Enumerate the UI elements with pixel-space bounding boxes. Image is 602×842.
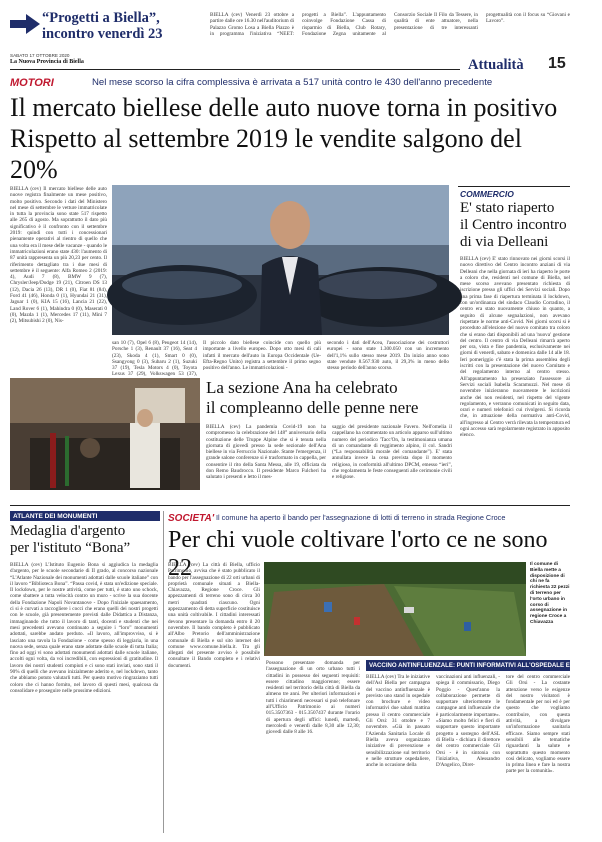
masthead-rule (10, 69, 460, 70)
garden-caption: Il comune di Biella mette a disposizione di chi ne fa richiesta 22 pezzi di terreno per l'orto urbano in corso di assegnazione in regione Croce a Chiavazza (530, 562, 570, 625)
commercio-top-rule (458, 186, 570, 187)
atlante-title-2: per l'istituto “Bona” (10, 540, 131, 556)
societa-tag: SOCIETA' (168, 513, 215, 524)
commercio-headline (460, 200, 572, 251)
commercio-text: BIELLA (cev) E' stato rinnovato nei giorni scorsi il nuovo direttivo del Centro incontro anziani di via Delleani che nella giornata di ieri ha riaperto le porte a coloro che, residenti nel comune di Biella, nel mese scorso avevano presentato richiesta di iscrizione presso gli uffici dei Servizi sociali. Dopo una prima fase di riapertura terminata il lockdown, con un'ordinanza del sindaco Claudio Corradino, il centro era stato nuovamente chiuso in quanto, a seguito di alcune segnalazioni, non avevano rispettate le norme anti-Covid. Nei giorni scorsi si è proceduto all'elezione del nuovo comitato tra coloro che si erano dati disponibili ad una 'nuova' gestione del centro. Il centro di via Delleani rimarrà aperto per ora, vista e fine pandemia, esclusivamente nei giorni di venerdì, sabato e domenica dalle 14 alle 18. Ieri pomeriggio c'è stata la prima assemblea degli iscritti con la presentazione del nuovo Comitato e del regolamento interno al centro stesso. All'appuntamento ha presenziato l'assessore ai Servizi sociali Isabella Scaramuzzi. Nel mese di novembre inizieranno nuovamente le iscrizioni anche dei non residenti, nel rispetto del vigente regolamento, e verranno comunicati in seguito data, orari e numeri telefonici cui rivolgersi. Si ricorda che, in attuazione della normativa anti-Covid, all'ingresso al Centro verrà rilevata la temperatura ed ogni accesso sarà regolarmente registrato in apposito elenco. (460, 256, 570, 439)
promo-title (42, 10, 202, 42)
atlante-title-1: Medaglia d'argento (10, 523, 126, 539)
motori-tag: MOTORI (10, 77, 54, 89)
motori-col-4: secondo i dati dell'Acea, l'associazione dei costruttori europei - sono state 1.300.050 con un incremento dell'1,1% sullo stesso mese 2019. Da inizio anno sono state vendute 8.567.930 auto, il 29,3% in meno dello stesso periodo dell'anno scorso. (327, 340, 449, 372)
societa-col-2: Possono presentare domanda per l'assegnazione di un orto urbano tutti i cittadini in possesso dei seguenti requisiti: essere cittadino maggiorenne; essere residenti nel territorio della città di Biella da almeno tre anni. Per ulteriori informazioni e tutti i chiarimenti necessari si può telefonare all'Ufficio Patrimonio ai numeri 015.3507363 - 015.3507437 durante l'orario di apertura degli uffici: lunedì, martedì, mercoledì e venerdì dalle 8,30 alle 12,30; giovedì dalle 8 alle 16. (266, 660, 360, 736)
ana-col-1: BIELLA (cev) La pandemia Covid-19 non ha compromesso la celebrazione del 148° anniversario della costituzione delle Truppe Alpine che si è tenuta nella giornata di giovedì presso la sede sezionale dell'Ana biellese in via Ferruccio Nazionale. Stante l'emergenza, il grande salone conferenze si è trasformato in cappella, per consentire il rito della Santa Messa, alle 19, officiata da don Remo Baudrocco. Il presidente Marco Fulcheri ha salutato i presenti e letto il mes- (206, 424, 326, 481)
mid-page-rule (10, 505, 570, 506)
vaccino-banner (366, 660, 602, 671)
motori-title-1: Il mercato biellese delle auto nuove torna in positivo (10, 93, 558, 122)
atlante-text: BIELLA (cev) L'Istituto Eugenio Bona si aggiudica la medaglia d'argento, per le scuole secondarie di II grado, al concorso nazionale “L'Atlante Nazionale dei monumenti adottati dalle scuole italiane” con il lavoro “Biblioteca Bona”. “Passa covid, è stata un'edizione speciale. Il lockdown, per le nostre attività, come per tutti, è stato uno schock, come sbattere a tutta velocità contro un muro - scrive la sua docente della Fondazione Napoli Novantanove - Dopo l'iniziale spaesamento, ci si è curvati a raccogliere i cocci che erano quelli dei nostri progetti con le scuole, già presentemente previsti dalle Didattica a Distanza, immaginando che tutto il lavoro di tanti, docenti e studenti che nei mesi precedenti avevano continuato a seguire i “loro” monumenti adottati, sarebbe andato perduto. «Il lavoro, all'improvviso, si è lasciato una tavola la Fondazione - come spesso di leggiaria, in una nuova sede, senza quale erano state adottate dalle scuole di tutta Italia; fino ad oggi vi sono adottati monumenti adottati dalle scuole italiane, accolti ogni volta, da voi incredibili, con espressioni di gratitudine. Il lavoro dei nostri studenti compiuti e ci sono stati inviati, sono stati il 90% di quelli che avevano inizialmente aderito e, nel lockdown, tanto che abbiamo potuto valutarli tutti. Per questo motivo ringraziamo tutti coloro che ci hanno fornito, nel lavoro di questi mesi, qualcosa da consolidare e proseguire nelle prossime edizioni. (10, 562, 158, 694)
societa-col-1: BIELLA (cev) La città di Biella, ufficio Patrimonio, avvisa che è stato pubblicato il bando per l'assegnazione di 22 orti urbani di proprietà comunale situati a Biella-Chiavazza, Regione Croce. Gli appezzamenti di terreno sono di circa 30 metri quadrati ciascuno. Ogni appezzamento di detta superficie costituisce una unità coltivabile. I cittadini interessati devono presentare la domanda entro il 20 novembre. Il bando completo è pubblicato all'Albo Pretorio dell'amministrazione comunale di Biella e sul sito internet del comune www.comune.biella.it. Tra gli allegati del presente avviso è possibile consultare il Bando completo e i relativi documenti. (168, 562, 260, 669)
commercio-title-3: di via Delleani (460, 234, 549, 250)
ana-col-2: saggio del presidente nazionale Favero. Nell'omelia il cappellano ha commentato un articolo apparso sull'ultimo numero del periodico 'Tacc'On, la testimonianza umana di un comandante di reggimento alpino, il col. Sandri (“La responsabilità morale del comandante”). E' stata annullata invece la cena prevista dopo il momento religioso, in conformità all'ultimo DPCM, emesso “ieri”, che regolamenta le feste conseguenti alle cerimonie civili e religiose. (332, 424, 452, 481)
commercio-tag: COMMERCIO (460, 189, 514, 199)
ana-title-1: La sezione Ana ha celebrato (206, 378, 398, 397)
ana-headline (206, 378, 456, 418)
societa-headline: Per chi vuole coltivare l'orto ce ne sono 22 (168, 527, 548, 581)
vaccino-col-1: BIELLA (cev) Tra le iniziative dell'Asl Biella per campagna del vaccino antinfluenzale è previsto uno stand in ospedale con brochure e video informativi due sabati mattina presso il centro commerciale Gli Orsi: 31 ottobre e 7 novembre. «Già in passato l'Azienda Sanitaria Locale di Biella aveva organizzato iniziative di prevenzione e sensibilizzazione sul territorio e nelle strutture ospedaliere, anche in occasione della (366, 674, 430, 769)
newspaper-name: La Nuova Provincia di Biella (10, 59, 84, 65)
section-name: Attualità (468, 57, 524, 73)
vaccino-title: VACCINO ANTINFLUENZALE: PUNTI INFORMATIVI ALL'OSPEDALE E AGLI ORSI (369, 662, 602, 669)
atlante-headline (10, 523, 160, 557)
promo-title-line2: incontro venerdì 23 (42, 26, 163, 42)
promo-text: BIELLA (cev) Venerdì 23 ottobre a partire dalle ore 16.30 nell'auditorium di Palazzo Gromo Losa a Biella Piazzo è in programma l'iniziativa “NEET: progetti a Biella”. L'appuntamento coinvolge Fondazione Cassa di risparmio di Biella, Club Rotary, Fondazione Zegna unitamente al Consorzio Sociale Il Filo da Tessere, in qualità di ente attuatore, nella presentazione di tre interessanti progettualità con il focus su “Giovani e Lavoro”. (210, 12, 570, 37)
atlante-tag-bar (10, 511, 160, 521)
motori-col-3: Il piccolo dato biellese coincide con quello più importante a livello europeo. Dopo otto mesi di cali infatti il mercato dell'auto in Europa Occidentale (Ue-Efta-Regno Unito) registra a settembre il primo segno positivo dell'anno. Le immatricolazioni - (203, 340, 321, 372)
societa-kicker: Il comune ha aperto il bando per l'assegnazione di lotti di terreno in strada Regione Croce (216, 513, 506, 522)
page-number: 15 (548, 55, 566, 72)
ana-mass-photo (10, 378, 200, 490)
promo-arrow-icon (10, 14, 40, 34)
commercio-title-2: il Centro incontro (460, 217, 567, 233)
garden-plots-photo (264, 562, 526, 656)
motori-kicker: Nel mese scorso la cifra complessiva è arrivata a 517 unità contro le 430 dell'anno precedente (92, 77, 493, 88)
commercio-title-1: E' stato riaperto (460, 200, 555, 216)
motori-col-1: BIELLA (cev) Il mercato biellese delle auto nuove registra finalmente un mese positivo, molto positivo. Secondo i dati del Ministero nel mese di settembre le vetture immatricolate in tutta la provincia sono state 517 rispetto alle 265 di agosto. Ma soprattutto il dato più significativo è il confronto con il settembre 2019: quindi con tutti i concessionari pienamente operativi al rientro di quello che una volta era il mese delle vacanze - quando le immatricolazioni erano state 430: l'aumento di 87 unità rappresenta un più 20,23 per cento. Il riferimento dettagliato tra i due mesi di settembre è il seguente: Alfa Romeo 2 (2019: 4), Audi 7 (8), BMW 9 (7), Chrysler/Jeep/Dodge 19 (21), Citroen DS 13 (12), Dacia 26 (13), DR 1 (0), Fiat 81 (84), Ford 41 (46), Honda 0 (1), Hyundai 21 (31), Jaguar 1 (0), KIA 15 (16), Lancia 21 (22), Land Rover 6 (1), Mahindra 0 (0), Maserati 0 (0), Mazda 1 (1), Mercedes 17 (11), Mini 7 (2), Mitsubishi 2 (0), Nis- (10, 186, 107, 325)
motori-col-2: san 10 (7), Opel 6 (8), Peugeot 14 (14), Porsche 1 (3), Renault 37 (16), Seat 4 (23), Skoda 4 (1), Smart 0 (0), Ssangyong 0 (3), Subaru 2 (1), Suzuki 37 (19), Tesla Motors 4 (0), Toyota Lexus 37 (29), Volkswagen 53 (37), (112, 340, 197, 378)
vaccino-col-2: vaccinazioni anti influenzali, - spiega il commissario, Diego Poggio - Quest'anno la collaborazione permette di supportare ulteriormente le campagne anti influenzale che è particolarmente importante». «Siamo molto felici e fieri di supportare questo importante progetto a sostegno dell'ASL di Biella - dichiara il direttore del centro commerciale Gli Orsi - è in sintonia con l'iniziativa, Alessandro D'Angelico, Diret- (436, 674, 500, 769)
ana-title-2: il compleanno delle penne nere (206, 398, 419, 417)
issue-date: SABATO 17 OTTOBRE 2020 (10, 53, 70, 58)
atlante-divider (163, 511, 164, 833)
atlante-tag: ATLANTE DEI MONUMENTI (13, 512, 98, 520)
vaccino-col-3: tore del centro commerciale Gli Orsi - La costante attenzione verso le esigenze del nostro visitatori è fondamentale per noi ed è per questo che vogliamo contribuire, con questa attività, a divulgare un'informazione sanitaria efficace. Siamo sempre stati sensibili alle tematiche riguardanti la salute e soprattutto questo momento così delicato, vogliamo essere in prima linea e fare la nostra parte per la comunità». (506, 674, 570, 775)
motori-title-2: Rispetto al settembre 2019 le vendite salgono del 20% (10, 124, 522, 184)
promo-title-line1: “Progetti a Biella”, (42, 10, 160, 26)
motori-headline (10, 92, 570, 185)
garden-caption-box (530, 562, 570, 656)
car-dealer-photo (112, 185, 449, 335)
